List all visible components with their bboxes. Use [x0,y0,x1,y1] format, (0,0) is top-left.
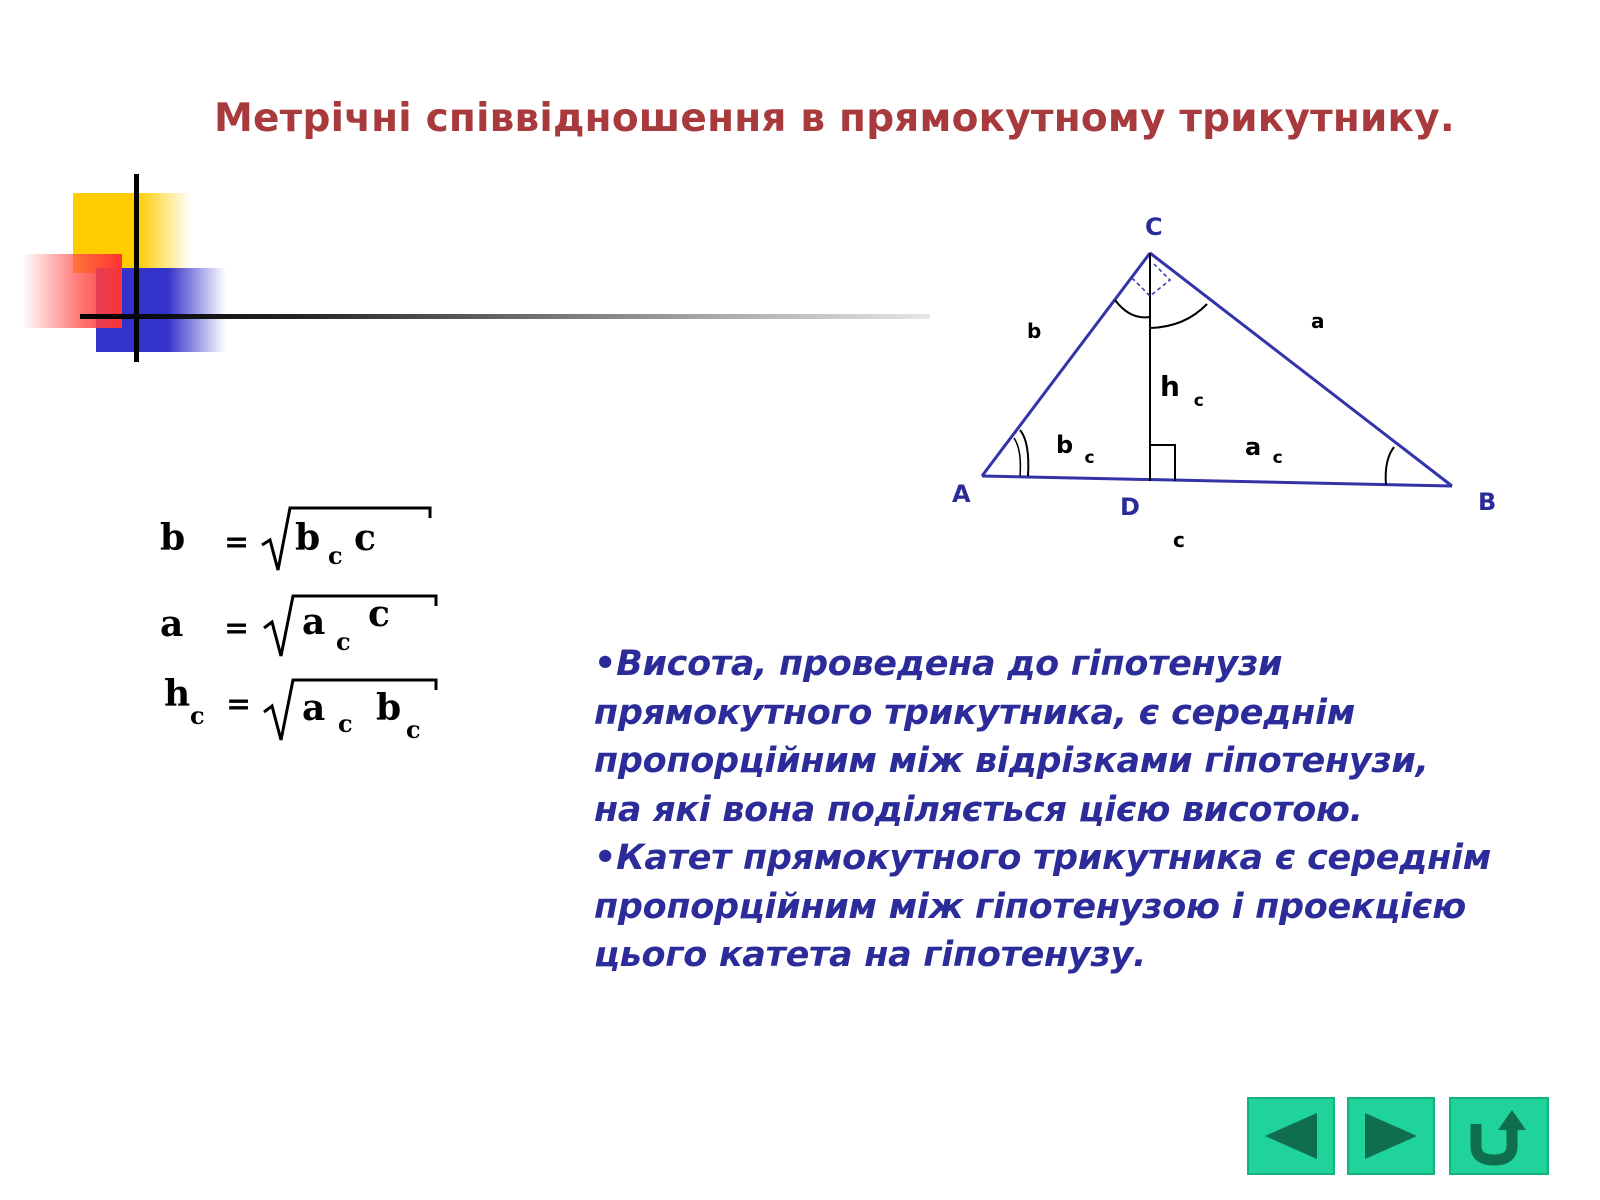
formula-block [150,500,450,760]
formula-1-r1-sub: c [328,541,343,570]
formula-1-eq: = [224,525,250,560]
angle-mark-b [1386,447,1394,485]
formula-1-lhs: b [160,517,186,559]
slide-title: Метрічні співвідношення в прямокутному трикутнику. [214,96,1455,141]
triangle-diagram [930,210,1550,555]
deco-vertical-line [134,174,139,362]
angle-mark-a-inner [1014,438,1020,476]
statements-block [594,640,1554,980]
formula-3-r1-sub: c [338,709,353,738]
bullet: • [594,644,617,684]
formula-row-a [160,593,436,656]
formula-row-b [160,508,430,570]
height-label [1160,370,1204,411]
vertex-label-b: B [1478,488,1497,516]
side-label-b: b [1027,319,1042,343]
angle-arc-c-right [1150,304,1207,328]
formula-3-lhs: h [164,673,191,715]
arrow-left-icon [1259,1111,1323,1161]
segment-ac-sub: c [1272,448,1283,468]
formula-2-r1: a [302,601,326,643]
side-label-a: a [1311,309,1325,333]
vertex-label-a: A [952,480,971,508]
statement-2-line-2: пропорційним між гіпотенузою і проекцією [594,886,1466,927]
side-ab [982,476,1452,486]
statement-2-line-1: Катет прямокутного трикутника є середнім [616,838,1492,878]
side-bc [1150,253,1452,486]
statement-2-line-3: цього катета на гіпотенузу. [594,935,1146,975]
statement-leg [594,834,1554,980]
segment-ac-main: a [1245,433,1262,461]
bullet: • [594,838,617,878]
formula-1-r2: c [354,517,376,559]
statement-1-line-2: прямокутного трикутника, є середнім [594,692,1356,733]
arrow-right-icon [1359,1111,1423,1161]
height-label-main: h [1160,370,1180,403]
formula-3-r2: b [376,687,402,729]
return-button[interactable] [1449,1097,1549,1175]
vertex-label-c: C [1145,213,1163,241]
statement-height [594,640,1554,834]
statement-1-line-3: пропорційним між відрізками гіпотенузи, [594,741,1429,781]
deco-horizontal-line [80,314,930,319]
formula-1-r1: b [295,517,321,559]
segment-bc-sub: c [1084,448,1095,468]
formula-3-eq: = [226,687,252,722]
formula-row-h [164,673,436,744]
formula-2-r2: c [368,593,390,635]
sqrt-sign-1 [262,508,430,570]
height-label-sub: c [1193,391,1204,411]
formula-3-r2-sub: c [406,715,421,744]
formula-3-r1: a [302,687,326,729]
formula-2-lhs: a [160,603,184,645]
vertex-label-d: D [1120,493,1140,521]
segment-label-ac [1245,433,1283,468]
segment-label-bc [1056,431,1095,468]
return-arrow-icon [1464,1106,1534,1166]
prev-slide-button[interactable] [1247,1097,1335,1175]
angle-arc-c-left [1115,300,1150,317]
statement-1-line-4: на які вона поділяється цією висотою. [594,789,1363,830]
segment-bc-main: b [1056,431,1074,459]
formula-2-eq: = [224,611,250,646]
formula-2-r1-sub: c [336,627,351,656]
right-angle-d [1150,445,1175,481]
statement-1-line-1: Висота, проведена до гіпотенузи [616,644,1283,684]
next-slide-button[interactable] [1347,1097,1435,1175]
side-label-c: c [1173,528,1185,552]
angle-mark-a [1020,430,1028,476]
formula-3-lhs-sub: c [190,701,205,730]
